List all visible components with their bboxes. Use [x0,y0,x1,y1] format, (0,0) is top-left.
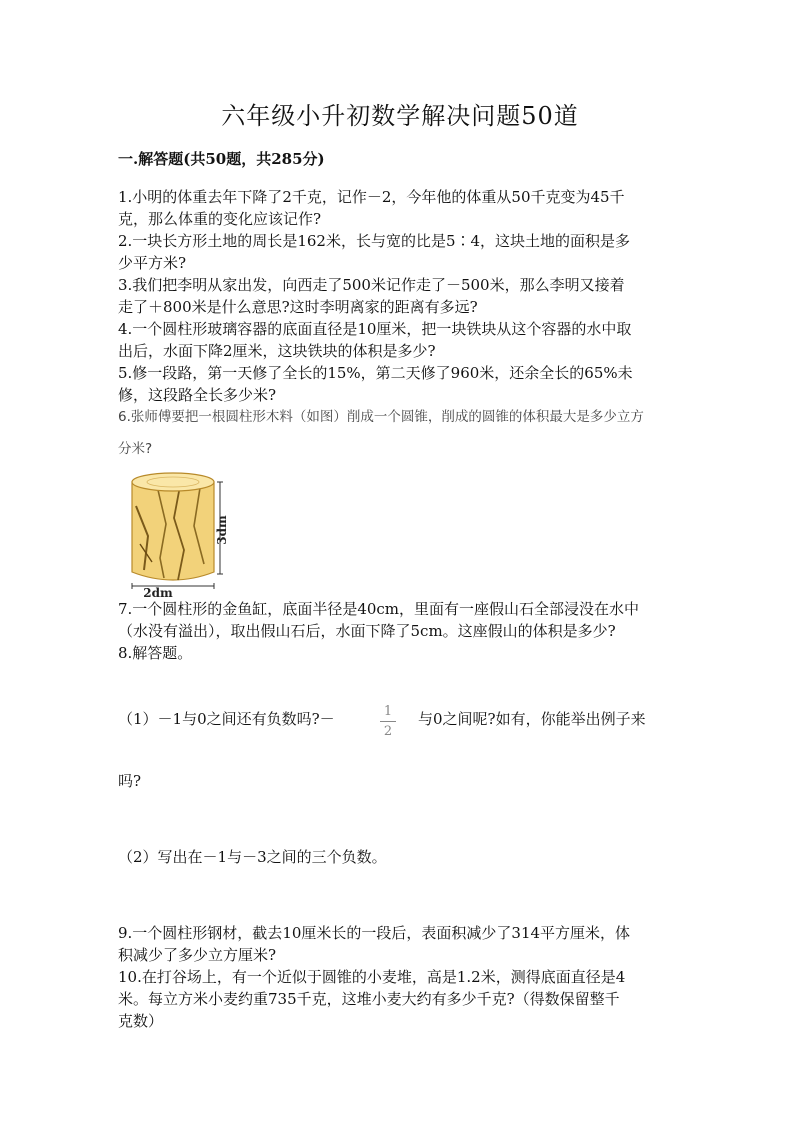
question-8-part-1-b: 与0之间呢?如有，你能举出例子来 [418,710,646,728]
fraction-bar [380,721,396,722]
question-2-line-2: 少平方米? [118,254,187,272]
wood-cylinder-figure [118,466,230,600]
fraction-one-half [380,704,396,739]
diameter-label: 2dm [143,586,173,600]
question-5-line-1: 5.修一段路，第一天修了全长的15%，第二天修了960米，还余全长的65%未 [118,364,633,382]
fraction-denominator: 2 [383,724,393,739]
page-title: 六年级小升初数学解决问题50道 [221,102,579,130]
question-6-line-1: 6.张师傅要把一根圆柱形木料（如图）削成一个圆锥，削成的圆锥的体积最大是多少立方 [118,409,644,425]
question-9-line-1: 9.一个圆柱形钢材，截去10厘米长的一段后，表面积减少了314平方厘米，体 [118,924,631,942]
question-10-line-3: 克数） [118,1012,164,1030]
question-7-line-2: （水没有溢出），取出假山石后，水面下降了5cm。这座假山的体积是多少? [118,622,616,640]
question-4-line-2: 出后，水面下降2厘米，这块铁块的体积是多少? [118,342,436,360]
question-4-line-1: 4.一个圆柱形玻璃容器的底面直径是10厘米，把一块铁块从这个容器的水中取 [118,320,632,338]
question-3-line-1: 3.我们把李明从家出发，向西走了500米记作走了－500米，那么李明又接着 [118,276,625,294]
question-7-line-1: 7.一个圆柱形的金鱼缸，底面半径是40cm，里面有一座假山石全部浸没在水中 [118,600,640,618]
question-8-heading: 8.解答题。 [118,644,193,662]
question-8-part-1-a: （1）－1与0之间还有负数吗?－ [118,710,335,728]
fraction-numerator: 1 [383,704,393,719]
question-1-line-2: 克，那么体重的变化应该记作? [118,210,322,228]
question-3-line-2: 走了＋800米是什么意思?这时李明离家的距离有多远? [118,298,478,316]
question-10-line-2: 米。每立方米小麦约重735千克，这堆小麦大约有多少千克?（得数保留整千 [118,990,620,1008]
height-label: 3dm [215,515,229,545]
question-8-part-1-c: 吗? [118,772,142,790]
question-2-line-1: 2.一块长方形土地的周长是162米，长与宽的比是5∶4，这块土地的面积是多 [118,232,631,250]
question-8-part-2: （2）写出在－1与－3之间的三个负数。 [118,848,387,866]
question-5-line-2: 修，这段路全长多少米? [118,386,277,404]
question-9-line-2: 积减少了多少立方厘米? [118,946,277,964]
question-6-line-2: 分米? [118,441,153,457]
question-10-line-1: 10.在打谷场上，有一个近似于圆锥的小麦堆，高是1.2米，测得底面直径是4 [118,968,626,986]
section-heading: 一.解答题(共50题，共285分) [118,150,325,168]
question-1-line-1: 1.小明的体重去年下降了2千克，记作－2，今年他的体重从50千克变为45千 [118,188,625,206]
